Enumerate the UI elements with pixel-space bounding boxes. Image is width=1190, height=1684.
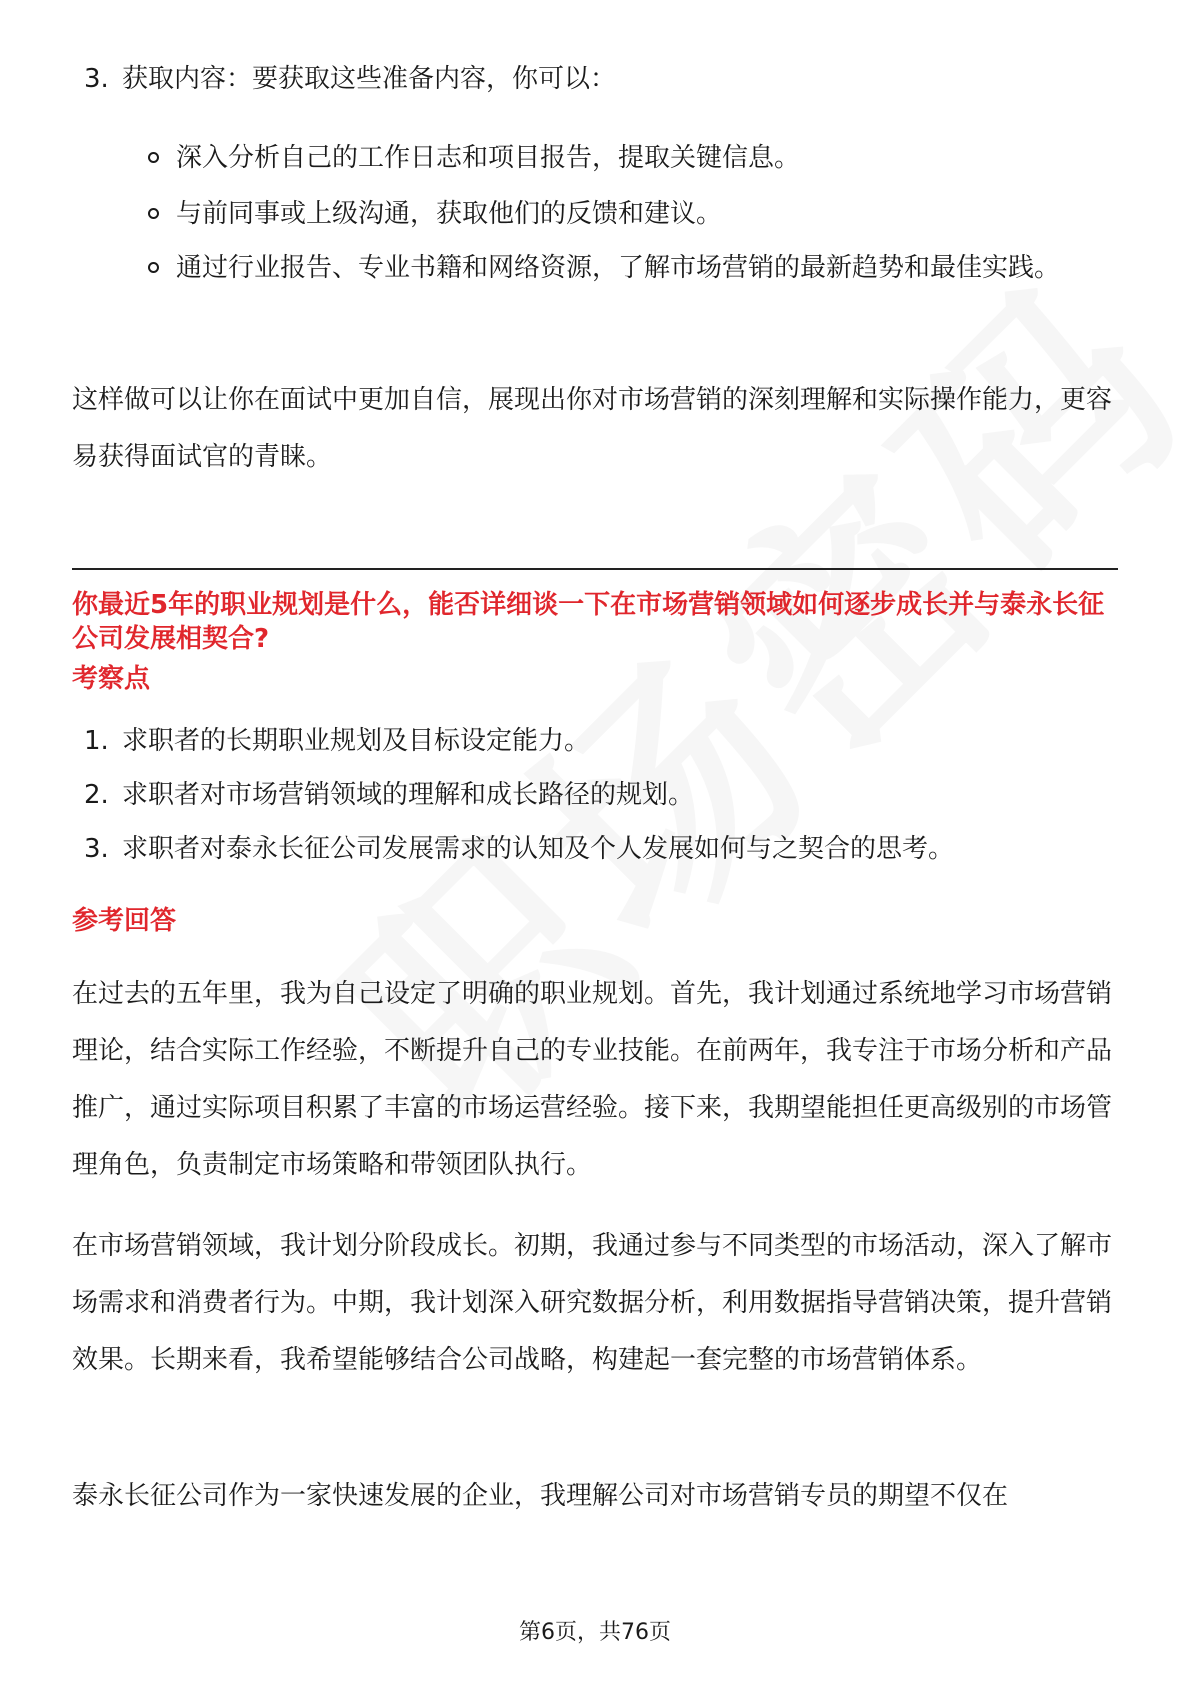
answer-paragraph-1: 在过去的五年里，我为自己设定了明确的职业规划。首先，我计划通过系统地学习市场营销理论，结合实际工作经验，不断提升自己的专业技能。在前两年，我专注于市场分析和产品推广，通过实际项目积累了丰富的市场运营经验。接下来，我期望能担任更高级别的市场管理角色，负责制定市场策略和带领团队执行。 bbox=[72, 979, 1113, 1180]
item-number: 2. bbox=[84, 780, 109, 810]
bullet-text: 通过行业报告、专业书籍和网络资源，了解市场营销的最新趋势和最佳实践。 bbox=[176, 253, 1061, 283]
interview-question: 你最近5年的职业规划是什么，能否详细谈一下在市场营销领域如何逐步成长并与泰永长征公司发展相契合? bbox=[72, 590, 1105, 654]
focus-points-title: 考察点 bbox=[72, 664, 151, 694]
reference-answer-title: 参考回答 bbox=[72, 906, 177, 936]
item-number: 1. bbox=[84, 726, 109, 756]
bullet-text: 与前同事或上级沟通，获取他们的反馈和建议。 bbox=[176, 199, 723, 229]
summary-paragraph: 这样做可以让你在面试中更加自信，展现出你对市场营销的深刻理解和实际操作能力，更容易获得面试官的青睐。 bbox=[72, 385, 1113, 472]
bullet-circle-icon bbox=[148, 208, 159, 219]
bullet-text: 深入分析自己的工作日志和项目报告，提取关键信息。 bbox=[176, 143, 801, 173]
numbered-item-intro bbox=[84, 62, 616, 96]
item-number: 3. bbox=[84, 64, 109, 94]
answer-paragraph-2: 在市场营销领域，我计划分阶段成长。初期，我通过参与不同类型的市场活动，深入了解市场需求和消费者行为。中期，我计划深入研究数据分析，利用数据指导营销决策，提升营销效果。长期来看，我希望能够结合公司战略，构建起一套完整的市场营销体系。 bbox=[72, 1231, 1113, 1375]
bullet-circle-icon bbox=[148, 262, 159, 273]
bullet-item-1 bbox=[148, 130, 1108, 186]
item-number: 3. bbox=[84, 834, 109, 864]
item-text: 求职者的长期职业规划及目标设定能力。 bbox=[122, 726, 591, 756]
bullet-item-3 bbox=[148, 240, 1108, 296]
section-divider bbox=[72, 568, 1118, 570]
page-number-footer: 第6页，共76页 bbox=[519, 1620, 671, 1645]
bullet-item-2 bbox=[148, 186, 1108, 242]
focus-point-3 bbox=[84, 832, 954, 866]
focus-point-1 bbox=[84, 724, 590, 758]
answer-paragraph-3: 泰永长征公司作为一家快速发展的企业，我理解公司对市场营销专员的期望不仅在 bbox=[72, 1481, 1009, 1511]
item-text: 获取内容：要获取这些准备内容，你可以： bbox=[122, 64, 617, 94]
item-text: 求职者对泰永长征公司发展需求的认知及个人发展如何与之契合的思考。 bbox=[122, 834, 955, 864]
focus-point-2 bbox=[84, 778, 694, 812]
item-text: 求职者对市场营销领域的理解和成长路径的规划。 bbox=[122, 780, 695, 810]
bullet-circle-icon bbox=[148, 152, 159, 163]
